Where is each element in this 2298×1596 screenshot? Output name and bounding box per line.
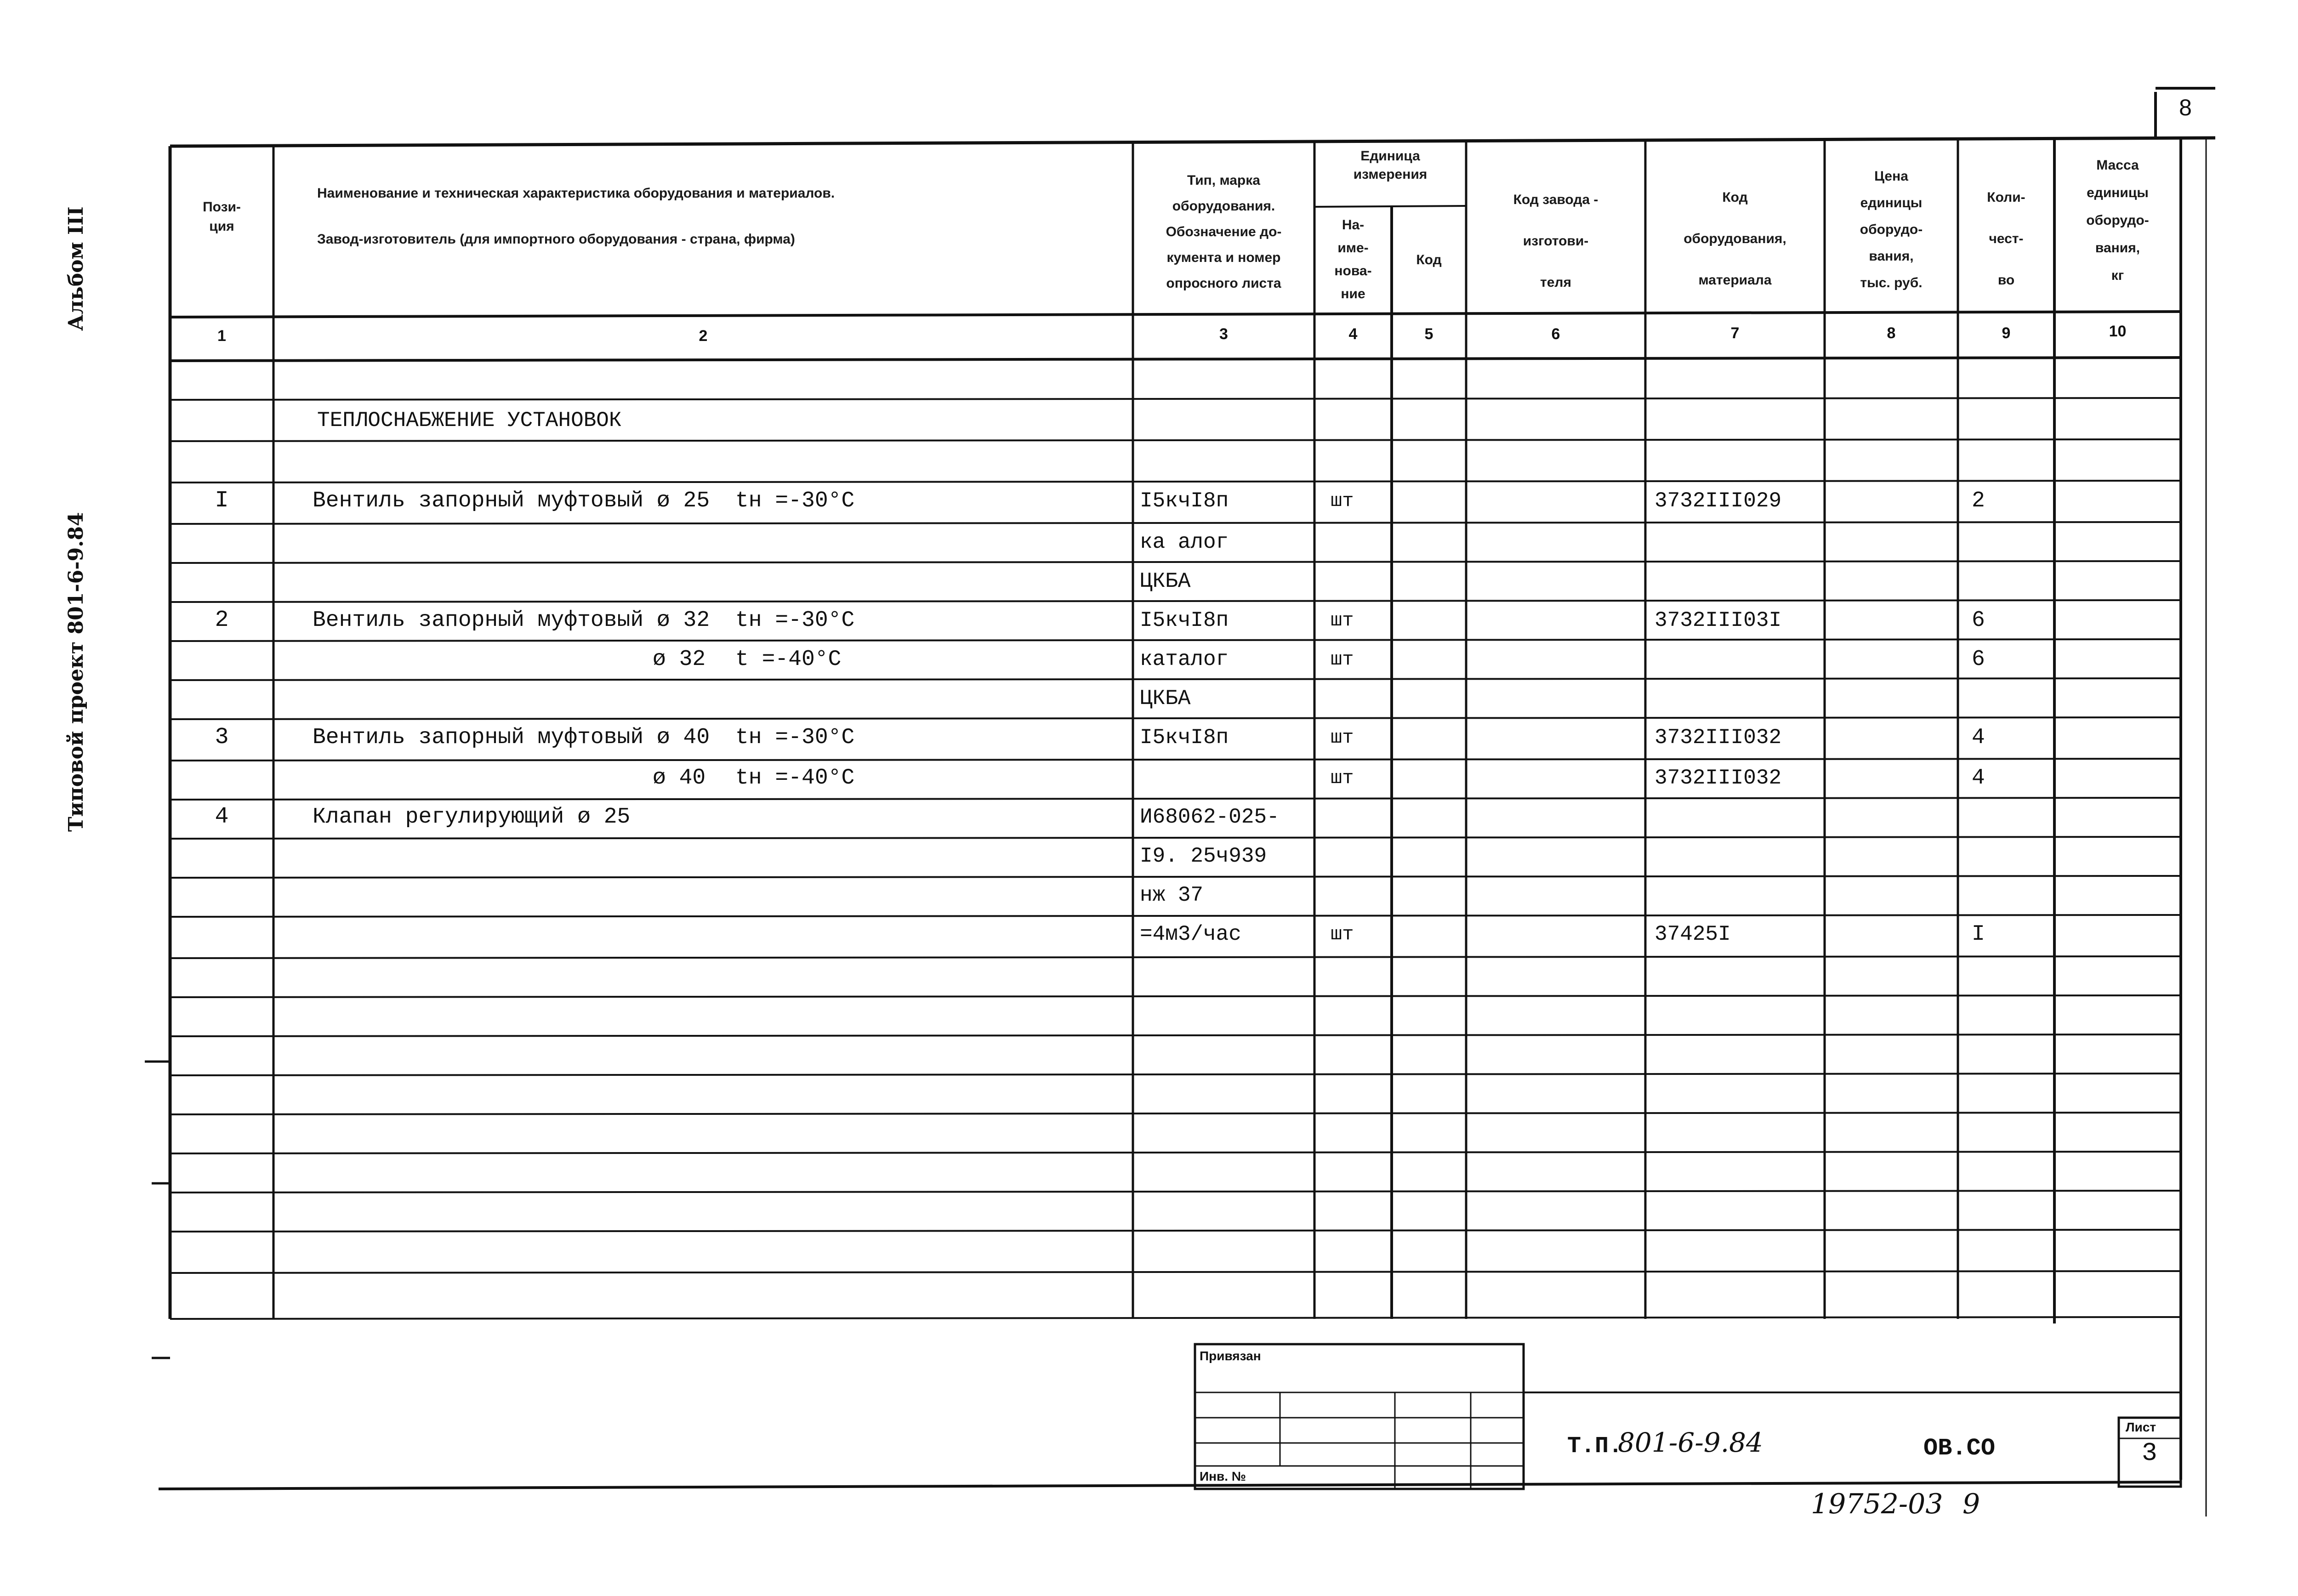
column-number-2: 2 — [699, 327, 708, 345]
corner-sheet-number: 8 — [2179, 95, 2192, 120]
row-unit: шт — [1331, 490, 1354, 512]
header-factory-code: Код завода - изготови- теля — [1513, 192, 1598, 290]
row-position: 2 — [215, 607, 229, 633]
side-label-project: Типовой проект 801-6-9.84 — [64, 512, 88, 832]
header-unit-group: Единица измерения — [1353, 148, 1428, 182]
header-unit-code: Код — [1416, 252, 1442, 267]
column-number-5: 5 — [1424, 325, 1433, 343]
row-temperature: tн =-30°C — [735, 488, 855, 513]
row-unit: шт — [1331, 923, 1354, 945]
row-position: I — [215, 488, 229, 514]
row-type: I5кчI8п — [1140, 726, 1229, 750]
row-temperature: tн =-30°C — [735, 608, 855, 633]
stamp-inv-no: Инв. № — [1200, 1469, 1246, 1483]
row-type: каталог — [1140, 647, 1229, 671]
stamp-sheet-number: 3 — [2142, 1438, 2157, 1468]
row-temperature: tн =-40°C — [735, 766, 855, 790]
stamp-doc-number: 801-6-9.84 — [1618, 1427, 1763, 1458]
row-equipment-code: 37425I — [1655, 922, 1731, 946]
header-equipment-code: Код оборудования, материала — [1684, 190, 1786, 288]
row-name: Вентиль запорный муфтовый ø 32 — [313, 608, 710, 633]
header-position: Пози- ция — [203, 199, 241, 234]
row-type: нж 37 — [1140, 883, 1204, 907]
row-unit: шт — [1331, 767, 1354, 789]
side-label-album: Альбом III — [64, 206, 88, 331]
row-type: I9. 25ч939 — [1140, 844, 1267, 868]
row-type: I5кчI8п — [1140, 608, 1229, 632]
row-equipment-code: 3732III032 — [1655, 766, 1782, 790]
column-number-3: 3 — [1219, 325, 1228, 343]
row-quantity: 6 — [1972, 647, 1985, 672]
row-type: I5кчI8п — [1140, 489, 1229, 513]
column-number-9: 9 — [2002, 324, 2011, 342]
column-number-1: 1 — [217, 327, 226, 345]
row-type: И68062-025- — [1140, 805, 1280, 829]
row-unit: шт — [1331, 727, 1354, 749]
row-equipment-code: 3732III032 — [1655, 726, 1782, 750]
row-name: ø 32 — [653, 647, 706, 672]
header-name-line2: Завод-изготовитель (для импортного оборудования - страна, фирма) — [317, 232, 795, 247]
archive-number: 19752-03 — [1811, 1488, 1943, 1520]
row-name: Вентиль запорный муфтовый ø 40 — [313, 725, 710, 750]
row-type: ЦКБА — [1140, 687, 1191, 710]
row-temperature: tн =-30°C — [735, 725, 855, 750]
row-quantity: 4 — [1972, 766, 1985, 790]
row-name: Клапан регулирующий ø 25 — [313, 805, 631, 829]
row-temperature: t =-40°C — [735, 647, 842, 672]
row-unit: шт — [1331, 609, 1354, 631]
header-quantity: Коли- чест- во — [1987, 190, 2025, 288]
archive-sheet: 9 — [1962, 1488, 1980, 1520]
column-number-8: 8 — [1887, 324, 1896, 342]
row-quantity: 4 — [1972, 725, 1985, 750]
header-mass: Масса единицы оборудо- вания, кг — [2086, 158, 2149, 283]
row-type: ка алог — [1140, 530, 1229, 554]
header-price: Цена единицы оборудо- вания, тыс. руб. — [1860, 169, 1923, 290]
row-type: =4м3/час — [1140, 922, 1241, 946]
stamp-doc-code: Т.П. — [1567, 1433, 1623, 1460]
column-number-4: 4 — [1348, 325, 1358, 343]
row-quantity: 2 — [1972, 488, 1985, 513]
header-unit-name: На- име- нова- ние — [1334, 217, 1372, 301]
stamp-privyazan: Привязан — [1200, 1349, 1261, 1363]
header-type: Тип, марка оборудования. Обозначение до- кумента и номер опросного листа — [1166, 173, 1282, 291]
header-name-line1: Наименование и техническая характеристика оборудования и материалов. — [317, 186, 835, 201]
stamp-doc-mark: ОВ.СО — [1923, 1435, 1996, 1462]
row-name: Вентиль запорный муфтовый ø 25 — [313, 488, 710, 513]
row-position: 4 — [215, 804, 229, 830]
row-equipment-code: 3732III03I — [1655, 608, 1782, 632]
column-number-6: 6 — [1551, 325, 1560, 343]
row-name: ø 40 — [653, 766, 706, 790]
row-quantity: I — [1972, 922, 1985, 947]
column-number-10: 10 — [2109, 323, 2127, 340]
row-quantity: 6 — [1972, 608, 1985, 633]
stamp-sheet-label: Лист — [2126, 1420, 2156, 1434]
column-number-7: 7 — [1730, 324, 1740, 342]
row-position: 3 — [215, 724, 229, 750]
row-unit: шт — [1331, 648, 1354, 670]
section-title: ТЕПЛОСНАБЖЕНИЕ УСТАНОВОК — [317, 409, 622, 432]
row-type: ЦКБА — [1140, 569, 1191, 593]
row-equipment-code: 3732III029 — [1655, 489, 1782, 513]
